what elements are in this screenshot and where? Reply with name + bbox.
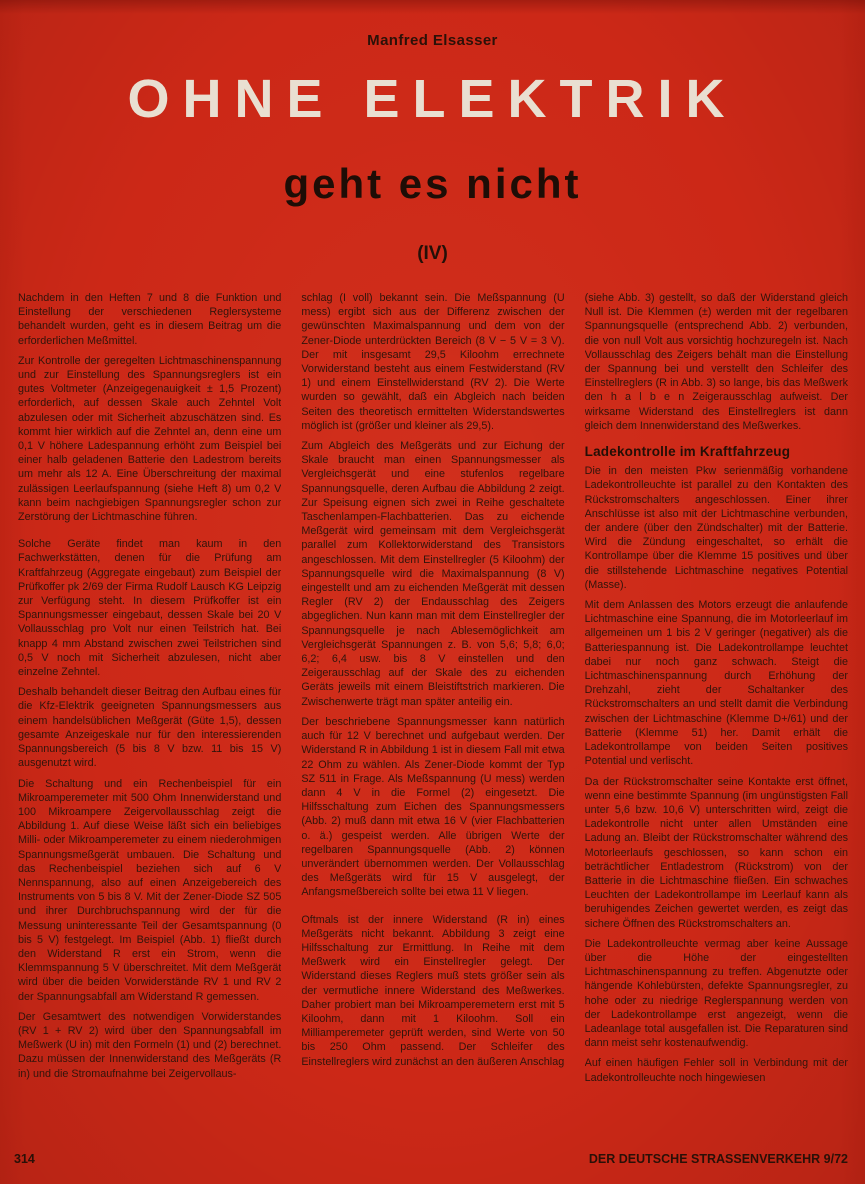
paragraph: Deshalb behandelt dieser Beitrag den Aufbau eines für die Kfz-Elektrik geeigneten Spannungsmessers aus einem handelsüblichen Meßgerät (Güte 1,5), dessen gesamte Anzeigeskale nur für den interessierenden Spannungsbereich (5 bis 8 V bzw. 11 bis 15 V) ausgenutzt wird. [18,686,282,770]
paragraph: Solche Geräte findet man kaum in den Fachwerkstätten, denen für die Prüfung am Kraftfahrzeug (Aggregate eingebaut) zum Beispiel der Prüfkoffer pk 2/69 der Firma Rudolf Lausch KG Leipzig zur Verfügung steht. In diesem Prüfkoffer ist ein Spannungsmesser eingebaut, dessen Skale bei 20 V Vollausschlag pro Volt nur einen Teilstrich hat. Bei knapp 4 mm Abstand zwischen zwei Teilstrichen sind 0,5 V noch mit Sicherheit abzulesen, nicht aber einzelne Zehntel. [18,538,282,679]
paragraph: Zum Abgleich des Meßgeräts und zur Eichung der Skale braucht man einen Spannungsmesser als Vergleichsgerät und eine stufenlos regelbare Spannungsquelle, deren Aufbau die Abbildung 2 zeigt. Zur Speisung eignen sich zwei in Reihe geschaltete Taschenlampen-Flachbatterien. Das zu eichende Meßgerät wird gemeinsam mit dem Vergleichsgerät parallel zum Kollektorwiderstand des Transistors angeschlossen. Mit dem Einstellregler (5 Kiloohm) der Spannungsquelle wird die Maximalspannung (8 V) eingestellt und am zu eichenden Meßgerät mit dessen Regler (RV 2) der Endausschlag des Zeigers abgeglichen. Nun kann man mit dem Einstellregler der Spannungsquelle je nach Ablesemöglichkeit am Vergleichsgerät Spannungen z. B. von 5,6; 5,8; 6,0; 6,2; 6,4 usw. bis 8 V einstellen und den Zeigerausschlag auf der Skale des zu eichenden Geräts jeweils mit einem Bleistiftstrich markieren. Die Zwischenwerte trägt man später anteilig ein. [301,440,565,708]
paragraph: Zur Kontrolle der geregelten Lichtmaschinenspannung und zur Einstellung des Spannungsreglers ist ein gutes Voltmeter (Anzeigegenauigkeit ± 1,5 Prozent) erforderlich, auf dessen Skale auch Zehntel Volt abzulesen oder mit Sicherheit abzuschätzen sind. Es kommt hier wirklich auf die Zehntel an, denn eine um 0,1 V höhere Ladespannung erhöht zum Beispiel bei einer halb geladenen Batterie den Ladestrom bereits um mehr als 12 A. Eine Überschreitung der maximal zulässigen Leerlaufspannung (siehe Heft 8) um 0,2 V kann beim nachgiebigen Spannungsregler schon zur Zerstörung der Lichtmaschine führen. [18,354,282,524]
paragraph: Die Schaltung und ein Rechenbeispiel für ein Mikroamperemeter mit 500 Ohm Innenwiderstand und 100 Mikroampere Zeigervollausschlag zeigt die Abbildung 1. Auf diese Weise läßt sich ein beliebiges Milli- oder Mikroamperemeter zu einem niederohmigen Spannungsmeßgerät umbauen. Die Schaltung und das Rechenbeispiel beziehen sich auf 6 V Nennspannung, also auf einen Anzeigebereich des Instruments von 5 bis 8 V. Mit der Zener-Diode SZ 505 und ihrer Durchbruchspannung wird der für die Messung uninteressante Teil der Gesamtspannung (0 bis 5 V) festgelegt. Im Beispiel (Abb. 1) fließt durch den Widerstand R erst ein Strom, wenn die Klemmspannung 5 V überschreitet. Mit dem Meßgerät wird über die beiden Vorwiderstände RV 1 und RV 2 der Spannungsabfall am Widerstand R gemessen. [18,777,282,1003]
paragraph: Die in den meisten Pkw serienmäßig vorhandene Ladekontrolleuchte ist parallel zu den Kontakten des Rückstromschalters angeschlossen. Einer ihrer Anschlüsse ist also mit der Lichtmaschine verbunden, der andere (über den Zündschalter) mit der Batterie. Wird die Zündung eingeschaltet, so erhält die Kontrollampe über die Klemme 15 positives und über die stillstehende Lichtmaschine negatives Potential (Masse). [584,465,848,591]
paragraph: Der Gesamtwert des notwendigen Vorwiderstandes (RV 1 + RV 2) wird über den Spannungsabfall im Meßwerk (U in) mit den Formeln (1) und (2) berechnet. Dazu müssen der Innenwiderstand des Meßgeräts (R in) und die Stromaufnahme bei Zeigervollaus- [18,1010,282,1080]
paragraph: Auf einen häufigen Fehler soll in Verbindung mit der Ladekontrolleuchte noch hingewiesen [584,1057,848,1084]
page-footer [14,1152,848,1166]
section-heading: Ladekontrolle im Kraftfahrzeug [584,444,791,460]
paragraph: Die Ladekontrolleuchte vermag aber keine Aussage über die Höhe der eingestellten Lichtmaschinenspannung zu treffen. Abgenutzte oder hängende Kohlebürsten, defekte Spannungsregler, zu hohe oder zu niedrige Reglerspannung werden von der Ladekontrollampe erst angezeigt, wenn die Ladeanlage total ausgefallen ist. Die Reparaturen sind dann meist sehr kostenaufwendig. [584,937,848,1050]
bottom-page-margin [0,1184,865,1200]
paragraph: Da der Rückstromschalter seine Kontakte erst öffnet, wenn eine bestimmte Spannung (im ungünstigsten Fall unter 5,6 bzw. 10,6 V) unterschritten wird, zeigt die Ladekontrolle nicht unter allen Umständen eine Ladung an. Bleibt der Rückstromschalter während des Motorleerlaufs geschlossen, so kann schon ein beträchtlicher Entladestrom (Rückstrom) von der Batterie in die Lichtmaschine fließen. Ein schwaches Leuchten der Ladekontrollampe im Leerlauf kann als beruhigendes Zeichen gewertet werden, es zeigt das sichere Öffnen des Rückstromschalters an. [584,775,848,930]
article-title-main: OHNE ELEKTRIK [127,69,738,129]
footer-magazine-title: DER DEUTSCHE STRASSENVERKEHR 9/72 [588,1152,848,1166]
paragraph: Mit dem Anlassen des Motors erzeugt die anlaufende Lichtmaschine eine Spannung, die im Motorleerlauf im allgemeinen um 1 bis 2 V geringer (negativer) als die Batteriespannung ist. Die Ladekontrollampe leuchtet dabei nur noch ganz schwach. Steigt die Lichtmaschinenspannung durch Erhöhung der Drehzahl, zieht der Schaltanker des Rückstromschalters an und stellt damit die Verbindung zwischen der Lichtmaschine (Klemme D+/61) und der Batterie (Klemme 51) her. Damit erhält die Ladekontrollampe von beiden Seiten positives Potential und verlischt. [584,599,848,768]
column-1 [18,291,281,1163]
footer-page-number: 314 [14,1152,35,1166]
article-part-number: (IV) [417,243,448,264]
paragraph: schlag (I voll) bekannt sein. Die Meßspannung (U mess) ergibt sich aus der Differenz zwischen der gewünschten Maximalspannung und dem von der Zener-Diode unterdrückten Bereich (8 V − 5 V = 3 V). Der mit insgesamt 29,5 Kiloohm errechnete Vorwiderstand besteht aus einem Festwiderstand (RV 1) und einem Einstellwiderstand (RV 2). Die Werte wurden so gewählt, daß ein Abgleich nach beiden Seiten des theoretisch ermittelten Widerstandswertes möglich ist (größer und kleiner als 29,5). [301,292,565,432]
paragraph: Der beschriebene Spannungsmesser kann natürlich auch für 12 V berechnet und aufgebaut werden. Der Widerstand R in Abbildung 1 ist in diesem Fall mit etwa 22 Ohm zu wählen. Als Zener-Diode kommt der Typ SZ 511 in Frage. Als Meßspannung (U mess) werden dann 4 V in die Formel (2) eingesetzt. Die Hilfsschaltung zum Eichen des Spannungsmessers (Abb. 2) muß dann mit etwa 16 V (vier Flachbatterien o. ä.) gespeist werden. Alle übrigen Werte der regelbaren Spannungsquelle (Abb. 2) können unverändert übernommen werden. Der Vollausschlag des Meßgeräts wird für 15 V ausgelegt, der Anfangsmeßbereich sollte bei etwa 11 V liegen. [301,715,565,899]
column-2 [301,291,564,1163]
article-title-sub: geht es nicht [283,160,582,207]
author-byline: Manfred Elsasser [367,32,498,49]
column-3 [585,291,848,1163]
paragraph: (siehe Abb. 3) gestellt, so daß der Widerstand gleich Null ist. Die Klemmen (±) werden mit der regelbaren Spannungsquelle (entsprechend Abb. 2) verbunden, die von null Volt aus vorsichtig hochzuregeln ist. Nach Vollausschlag des Zeigers behält man die Einstellung der Spannung bei und verstellt den Schleifer des Einstellreglers (R in Abb. 3) so lange, bis das Meßwerk den h a l b e n Zeigerausschlag aufweist. Der wirksame Widerstand des Einstellreglers ist dann gleich dem Innenwiderstand des Meßwerkes. [584,292,848,432]
article-body [18,291,848,1163]
paragraph: Nachdem in den Heften 7 und 8 die Funktion und Einstellung der verschiedenen Reglersysteme behandelt wurden, geht es in diesem Beitrag um die erforderlichen Meßmittel. [18,292,282,347]
paragraph: Oftmals ist der innere Widerstand (R in) eines Meßgeräts nicht bekannt. Abbildung 3 zeigt eine Hilfsschaltung zur Ermittlung. In Reihe mit dem Meßwerk wird ein Einstellregler gelegt. Der Widerstand dieses Reglers muß stets größer sein als der vermutliche innere Widerstand des Meßwerkes. Daher probiert man bei Mikroamperemetern erst mit 5 Kiloohm, dann mit 1 Kiloohm. Soll ein Milliamperemeter geprüft werden, sind Werte von 50 bis 250 Ohm passend. Der Schleifer des Einstellreglers wird zunächst an den äußeren Anschlag [301,913,565,1068]
